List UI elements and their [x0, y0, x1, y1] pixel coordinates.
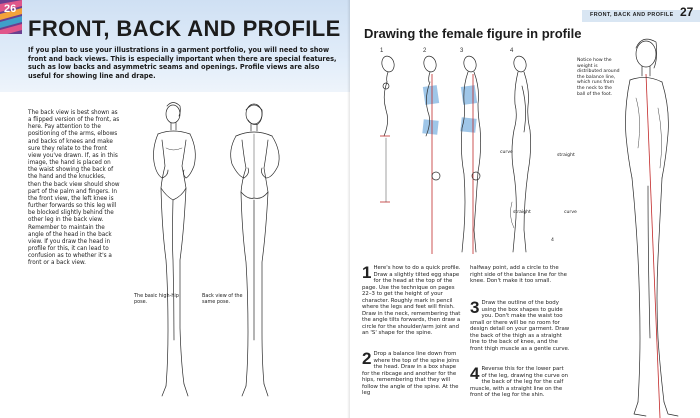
- step-2-text: Drop a balance line down from where the top of the spine joins the head. Draw in a box shape for the ribcage and another for the hips, remembering that they will follow the angle of the spine. At the leg: [362, 351, 460, 397]
- step-2-number: 2: [362, 349, 372, 368]
- page-number: 26: [4, 3, 17, 15]
- page-number: 27: [680, 5, 694, 19]
- step-1-number: 1: [362, 263, 372, 282]
- running-head: FRONT, BACK AND PROFILE: [590, 12, 674, 18]
- step-number-2: 2: [423, 48, 427, 54]
- step-3-number: 3: [470, 298, 480, 317]
- side-note: Notice how the weight is distributed around the balance line, which runs from the neck to the ball of the foot.: [577, 58, 620, 97]
- annotation-step4: 4: [551, 238, 554, 243]
- caption-front: The basic high-hip pose.: [134, 293, 179, 305]
- body-text: [28, 110, 120, 267]
- step-4-number: 4: [470, 364, 480, 383]
- annotation-curve: curve: [500, 150, 513, 155]
- finished-figure: [612, 18, 700, 418]
- back-view-figure: [210, 100, 300, 400]
- step-2-continued-text: halfway point, add a circle to the right side of the balance line for the knee. Don't make it too small.: [470, 265, 567, 285]
- corner-pattern: [0, 0, 22, 34]
- intro-paragraph: If you plan to use your illustrations in a garment portfolio, you will need to show front and back views. This is especially important when there are special features, such as low backs and asymmetric seams and openings. Profile views are also useful for showing line and drape.: [28, 46, 337, 80]
- step-1-text: Here's how to do a quick profile. Draw a slightly tilted egg shape for the head at the top of the page. Use the technique on pages 22–3 to get the height of your character. Roughly mark in pencil where the legs and feet will finish. Draw in the neck, remembering that the angle tilts forwards, then draw a circle for the shoulder/arm joint and an 'S' shape for the spine.: [362, 265, 461, 337]
- annotation-straight: straight: [557, 153, 575, 158]
- step-number-3: 3: [460, 48, 464, 54]
- section-title: Drawing the female figure in profile: [364, 26, 582, 41]
- step-3-text: Draw the outline of the body using the box shapes to guide you. Don't make the waist too small or there will be no room for design detail on your garment. Draw the back of the thigh as a straight line to the back of knee, and the front thigh muscle as a gentle curve.: [470, 300, 570, 352]
- step-4-text: Reverse this for the lower part of the leg, drawing the curve on the back of the leg for the calf muscle, with a straight line on the front of the leg for the shin.: [470, 366, 569, 399]
- step-number-4: 4: [510, 48, 514, 54]
- body-paragraph: The back view is best shown as a flipped version of the front, as here. Pay attention to the positioning of the arms, elbows and backs of knees and make sure they relate to the front view you've drawn. If, as in this image, the hand is placed on the waist showing the back of the hand and the knuckles, then the back view should show part of the palm and fingers. In the front view, the left knee is further forwards so this leg will be blocked slightly behind the other leg in the back view.: [28, 110, 120, 224]
- step-2-continued: [470, 265, 570, 285]
- step-number-1: 1: [380, 48, 384, 54]
- body-paragraph: Remember to maintain the angle of the head in the back view. If you draw the head in profile for this, it can lead to confusion as to whether it's a front or a back view.: [28, 224, 112, 267]
- step-1: [362, 265, 462, 337]
- right-page: [350, 0, 700, 418]
- step-3: [470, 300, 570, 352]
- annotation-straight: straight: [513, 210, 531, 215]
- caption-back: Back view of the same pose.: [202, 293, 243, 305]
- step-4: [470, 366, 570, 399]
- annotation-curve: curve: [564, 210, 577, 215]
- step-2: [362, 351, 462, 397]
- front-view-figure: [128, 100, 218, 400]
- page-title: FRONT, BACK AND PROFILE: [28, 16, 341, 41]
